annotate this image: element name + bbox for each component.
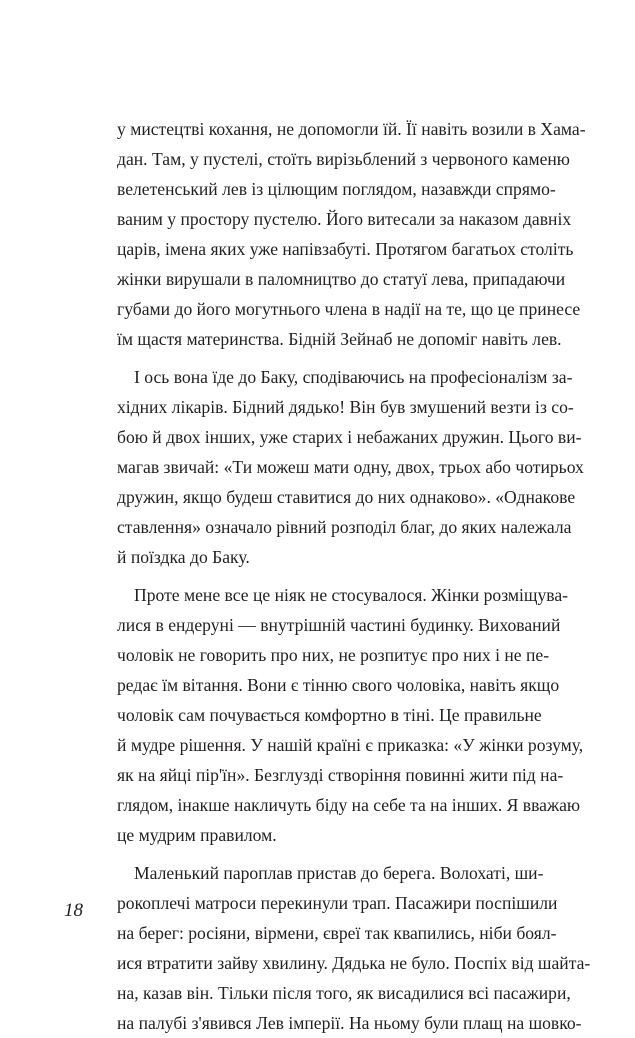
text-line: на палубі з'явився Лев імперії. На ньому були плащ на шовко- (117, 1013, 582, 1033)
text-line: І ось вона їде до Баку, сподіваючись на професіоналізм за- (134, 367, 573, 387)
text-line: магав звичай: «Ти можеш мати одну, двох, трьох або чотирьох (117, 457, 584, 477)
text-line: царів, імена яких уже напівзабуті. Протягом багатьох століть (117, 239, 574, 259)
text-line: й поїздка до Баку. (117, 547, 250, 567)
text-line: бою й двох інших, уже старих і небажаних дружин. Цього ви- (117, 427, 582, 447)
text-line: ваним у простору пустелю. Його витесали за наказом давніх (117, 209, 572, 229)
text-line: Маленький пароплав пристав до берега. Волохаті, ши- (134, 863, 544, 883)
text-block (117, 114, 591, 1038)
text-line: дружин, якщо будеш ставитися до них однаково». «Однакове (117, 487, 576, 507)
text-line: рокоплечі матроси перекинули трап. Пасажири поспішили (117, 893, 558, 913)
text-line: дан. Там, у пустелі, стоїть вирізьблений з червоного каменю (117, 149, 570, 169)
text-line: лися в ендеруні — внутрішній частині будинку. Вихований (117, 615, 561, 635)
text-line: це мудрим правилом. (117, 825, 277, 845)
text-line: ставлення» означало рівний розподіл благ, до яких належала (117, 517, 572, 537)
text-line: у мистецтві кохання, не допомогли їй. Її навіть возили в Хама- (117, 119, 586, 139)
text-line: глядом, інакше накличуть біду на себе та на інших. Я вважаю (117, 795, 581, 815)
text-line: редає їм вітання. Вони є тінню свого чоловіка, навіть якщо (117, 675, 560, 695)
page-number: 18 (64, 900, 83, 921)
text-line: їм щастя материнства. Бідній Зейнаб не допоміг навіть лев. (117, 329, 562, 349)
text-line: як на яйці пір'їн». Безглузді створіння повинні жити під на- (117, 765, 564, 785)
text-line: Проте мене все це ніяк не стосувалося. Жінки розміщува- (134, 585, 569, 605)
text-line: й мудре рішення. У нашій країні є приказка: «У жінки розуму, (117, 735, 584, 755)
text-line: жінки вирушали в паломництво до статуї лева, припадаючи (117, 269, 566, 289)
text-line: чоловік сам почувається комфортно в тіні. Це правильне (117, 705, 542, 725)
text-line: ися втратити зайву хвилину. Дядька не було. Поспіх від шайта- (117, 953, 591, 973)
text-line: велетенський лев із цілющим поглядом, назавжди спрямо- (117, 179, 556, 199)
text-line: на берег: росіяни, вірмени, євреї так квапились, ніби боял- (117, 923, 557, 943)
text-line: на, казав він. Тільки після того, як висадилися всі пасажири, (117, 983, 571, 1003)
text-line: хідних лікарів. Бідний дядько! Він був змушений везти із со- (117, 397, 574, 417)
text-line: чоловік не говорить про них, не розпитує про них і не пе- (117, 645, 550, 665)
text-line: губами до його могутнього члена в надії на те, що це принесе (117, 299, 581, 319)
